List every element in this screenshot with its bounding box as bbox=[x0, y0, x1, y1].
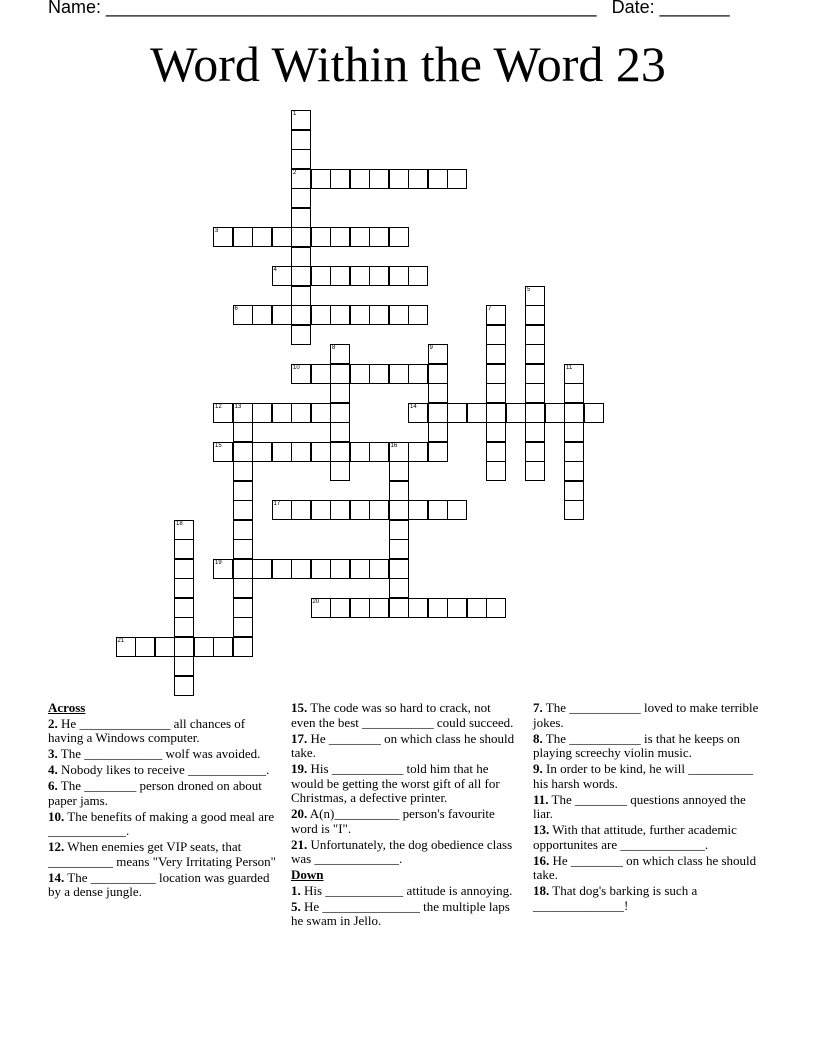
grid-cell[interactable] bbox=[408, 364, 428, 384]
grid-cell[interactable] bbox=[408, 169, 428, 189]
clue-number: 2. bbox=[48, 715, 58, 731]
cell-number: 1 bbox=[293, 111, 297, 117]
grid-cell[interactable] bbox=[389, 500, 409, 520]
grid-cell[interactable] bbox=[213, 227, 233, 247]
grid-cell[interactable] bbox=[389, 305, 409, 325]
clue-item bbox=[48, 840, 276, 869]
name-blank[interactable]: _________________________________________________ bbox=[106, 0, 597, 17]
clue-number: 20. bbox=[291, 806, 308, 821]
grid-cell[interactable] bbox=[350, 559, 370, 579]
grid-cell[interactable] bbox=[564, 422, 584, 442]
grid-cell[interactable] bbox=[291, 110, 311, 130]
grid-cell[interactable] bbox=[272, 500, 292, 520]
grid-cell[interactable] bbox=[174, 676, 194, 696]
grid-cell[interactable] bbox=[233, 500, 253, 520]
grid-cell[interactable] bbox=[350, 266, 370, 286]
grid-cell[interactable] bbox=[330, 266, 350, 286]
grid-cell[interactable] bbox=[428, 344, 448, 364]
cell-number: 4 bbox=[273, 267, 277, 273]
grid-cell[interactable] bbox=[233, 598, 253, 618]
grid-cell[interactable] bbox=[311, 169, 331, 189]
grid-cell[interactable] bbox=[291, 227, 311, 247]
clue-number: 9. bbox=[533, 761, 543, 776]
clue-number: 17. bbox=[291, 730, 308, 746]
grid-cell[interactable] bbox=[408, 442, 428, 462]
grid-cell[interactable] bbox=[564, 481, 584, 501]
grid-cell[interactable] bbox=[408, 266, 428, 286]
grid-cell[interactable] bbox=[408, 598, 428, 618]
cell-number: 14 bbox=[410, 403, 417, 410]
clue-item bbox=[533, 762, 761, 791]
grid-cell[interactable] bbox=[369, 442, 389, 462]
grid-cell[interactable] bbox=[330, 403, 350, 423]
grid-cell[interactable] bbox=[408, 500, 428, 520]
clue-item bbox=[48, 763, 276, 778]
clue-number: 15. bbox=[291, 700, 308, 715]
clue-number: 18. bbox=[533, 883, 550, 898]
grid-cell[interactable] bbox=[350, 598, 370, 618]
grid-cell[interactable] bbox=[408, 305, 428, 325]
clue-number: 3. bbox=[48, 746, 58, 761]
grid-cell[interactable] bbox=[233, 559, 253, 579]
grid-cell[interactable] bbox=[272, 305, 292, 325]
grid-cell[interactable] bbox=[486, 461, 506, 481]
cell-number: 8 bbox=[332, 345, 336, 351]
grid-cell[interactable] bbox=[369, 364, 389, 384]
grid-cell[interactable] bbox=[369, 305, 389, 325]
grid-cell[interactable] bbox=[272, 266, 292, 286]
grid-cell[interactable] bbox=[233, 422, 253, 442]
clue-item bbox=[48, 747, 276, 762]
cell-number: 2 bbox=[293, 169, 297, 176]
clue-text: His ___________ told him that he would be getting the worst gift of all for Christmas, a defective printer. bbox=[291, 761, 500, 805]
cell-number: 19 bbox=[215, 559, 222, 566]
grid-cell[interactable] bbox=[174, 598, 194, 618]
grid-cell[interactable] bbox=[272, 442, 292, 462]
grid-cell[interactable] bbox=[233, 227, 253, 247]
clue-list-col3 bbox=[533, 701, 761, 913]
date-label: Date: bbox=[596, 0, 660, 17]
clue-text: He ________ on which class he should take. bbox=[533, 852, 757, 882]
grid-cell[interactable] bbox=[389, 520, 409, 540]
clue-number: 5. bbox=[291, 898, 301, 914]
grid-cell[interactable] bbox=[369, 598, 389, 618]
clue-item bbox=[48, 717, 276, 746]
grid-cell[interactable] bbox=[291, 208, 311, 228]
clue-text: The ________ person droned on about paper jams. bbox=[48, 778, 262, 808]
grid-cell[interactable] bbox=[525, 325, 545, 345]
clue-number: 1. bbox=[291, 882, 301, 898]
grid-cell[interactable] bbox=[311, 266, 331, 286]
grid-cell[interactable] bbox=[389, 461, 409, 481]
grid-cell[interactable] bbox=[506, 403, 526, 423]
grid-cell[interactable] bbox=[155, 637, 175, 657]
clue-item bbox=[48, 871, 276, 900]
grid-cell[interactable] bbox=[467, 403, 487, 423]
clue-number: 21. bbox=[291, 836, 308, 852]
grid-cell[interactable] bbox=[486, 383, 506, 403]
clue-number: 14. bbox=[48, 869, 65, 885]
grid-cell[interactable] bbox=[564, 461, 584, 481]
grid-cell[interactable] bbox=[389, 481, 409, 501]
grid-cell[interactable] bbox=[291, 442, 311, 462]
grid-cell[interactable] bbox=[330, 305, 350, 325]
grid-cell[interactable] bbox=[428, 364, 448, 384]
clue-item bbox=[533, 823, 761, 852]
clue-number: 12. bbox=[48, 839, 65, 854]
grid-cell[interactable] bbox=[330, 559, 350, 579]
clue-item bbox=[291, 701, 517, 730]
clue-number: 10. bbox=[48, 808, 65, 824]
grid-cell[interactable] bbox=[233, 403, 253, 423]
grid-cell[interactable] bbox=[330, 598, 350, 618]
grid-cell[interactable] bbox=[369, 266, 389, 286]
grid-cell[interactable] bbox=[447, 500, 467, 520]
grid-cell[interactable] bbox=[428, 383, 448, 403]
grid-cell[interactable] bbox=[330, 442, 350, 462]
clue-text: The __________ location was guarded by a dense jungle. bbox=[48, 869, 270, 899]
grid-cell[interactable] bbox=[233, 520, 253, 540]
cell-number: 11 bbox=[566, 364, 573, 371]
grid-cell[interactable] bbox=[291, 266, 311, 286]
clue-item bbox=[291, 838, 517, 867]
grid-cell[interactable] bbox=[252, 442, 272, 462]
grid-cell[interactable] bbox=[486, 305, 506, 325]
grid-cell[interactable] bbox=[350, 442, 370, 462]
clue-text: Nobody likes to receive ____________. bbox=[57, 762, 270, 777]
grid-cell[interactable] bbox=[467, 598, 487, 618]
clue-number: 8. bbox=[533, 730, 543, 746]
cell-number: 5 bbox=[527, 286, 531, 293]
clue-item bbox=[291, 732, 517, 761]
grid-cell[interactable] bbox=[369, 227, 389, 247]
grid-cell[interactable] bbox=[486, 403, 506, 423]
clue-list-col2-across bbox=[291, 701, 517, 867]
grid-cell[interactable] bbox=[428, 422, 448, 442]
grid-cell[interactable] bbox=[525, 442, 545, 462]
grid-cell[interactable] bbox=[428, 403, 448, 423]
grid-cell[interactable] bbox=[447, 169, 467, 189]
clue-text: The ___________ loved to make terrible jokes. bbox=[533, 700, 759, 730]
clue-text: The ________ questions annoyed the liar. bbox=[533, 791, 746, 821]
clue-item bbox=[291, 762, 517, 806]
grid-cell[interactable] bbox=[447, 403, 467, 423]
cell-number: 21 bbox=[117, 637, 125, 644]
cell-number: 18 bbox=[176, 520, 183, 527]
grid-cell[interactable] bbox=[525, 286, 545, 306]
grid-cell[interactable] bbox=[525, 383, 545, 403]
grid-cell[interactable] bbox=[525, 422, 545, 442]
grid-cell[interactable] bbox=[389, 169, 409, 189]
grid-cell[interactable] bbox=[291, 188, 311, 208]
grid-cell[interactable] bbox=[272, 227, 292, 247]
grid-cell[interactable] bbox=[389, 227, 409, 247]
grid-cell[interactable] bbox=[311, 442, 331, 462]
grid-cell[interactable] bbox=[564, 500, 584, 520]
clue-text: When enemies get VIP seats, that __________ means "Very Irritating Person" bbox=[48, 839, 276, 869]
grid-cell[interactable] bbox=[291, 364, 311, 384]
clue-list-col1 bbox=[48, 717, 276, 900]
cell-number: 12 bbox=[215, 403, 222, 410]
cell-number: 15 bbox=[215, 442, 222, 449]
down-heading: Down bbox=[291, 867, 324, 882]
grid-cell[interactable] bbox=[174, 539, 194, 559]
grid-cell[interactable] bbox=[447, 598, 467, 618]
clue-item bbox=[291, 807, 517, 836]
grid-cell[interactable] bbox=[233, 442, 253, 462]
grid-cell[interactable] bbox=[311, 500, 331, 520]
grid-cell[interactable] bbox=[525, 364, 545, 384]
grid-cell[interactable] bbox=[486, 325, 506, 345]
clue-item bbox=[48, 779, 276, 808]
grid-cell[interactable] bbox=[233, 637, 253, 657]
grid-cell[interactable] bbox=[428, 442, 448, 462]
grid-cell[interactable] bbox=[213, 559, 233, 579]
grid-cell[interactable] bbox=[369, 500, 389, 520]
grid-cell[interactable] bbox=[291, 130, 311, 150]
grid-cell[interactable] bbox=[311, 227, 331, 247]
cell-number: 16 bbox=[390, 442, 398, 449]
grid-cell[interactable] bbox=[291, 169, 311, 189]
clue-text: He _______________ the multiple laps he swam in Jello. bbox=[291, 898, 510, 928]
grid-cell[interactable] bbox=[408, 403, 428, 423]
clue-item bbox=[48, 810, 276, 839]
clues-column-1 bbox=[48, 701, 276, 901]
grid-cell[interactable] bbox=[311, 598, 331, 618]
cell-number: 9 bbox=[429, 345, 433, 351]
clue-text: The ___________ is that he keeps on playing screechy violin music. bbox=[533, 730, 741, 760]
clue-item bbox=[533, 884, 761, 913]
grid-cell[interactable] bbox=[486, 598, 506, 618]
grid-cell[interactable] bbox=[291, 247, 311, 267]
grid-cell[interactable] bbox=[486, 422, 506, 442]
grid-cell[interactable] bbox=[311, 364, 331, 384]
grid-cell[interactable] bbox=[545, 403, 565, 423]
clue-text: His ____________ attitude is annoying. bbox=[300, 882, 513, 898]
clues-column-2 bbox=[291, 701, 517, 930]
grid-cell[interactable] bbox=[428, 500, 448, 520]
clues-column-3 bbox=[533, 701, 761, 915]
grid-cell[interactable] bbox=[291, 149, 311, 169]
grid-cell[interactable] bbox=[389, 578, 409, 598]
clue-text: The benefits of making a good meal are ____________. bbox=[48, 808, 275, 838]
grid-cell[interactable] bbox=[486, 442, 506, 462]
grid-cell[interactable] bbox=[369, 559, 389, 579]
grid-cell[interactable] bbox=[525, 344, 545, 364]
grid-cell[interactable] bbox=[428, 598, 448, 618]
grid-cell[interactable] bbox=[174, 617, 194, 637]
grid-cell[interactable] bbox=[233, 305, 253, 325]
cell-number: 6 bbox=[234, 306, 238, 312]
grid-cell[interactable] bbox=[486, 344, 506, 364]
grid-cell[interactable] bbox=[135, 637, 155, 657]
grid-cell[interactable] bbox=[330, 422, 350, 442]
grid-cell[interactable] bbox=[330, 344, 350, 364]
grid-cell[interactable] bbox=[389, 442, 409, 462]
grid-cell[interactable] bbox=[291, 500, 311, 520]
grid-cell[interactable] bbox=[291, 325, 311, 345]
clue-number: 11. bbox=[533, 791, 549, 807]
clue-item bbox=[533, 732, 761, 761]
clue-text: He ________ on which class he should take. bbox=[291, 730, 515, 760]
grid-cell[interactable] bbox=[428, 169, 448, 189]
grid-cell[interactable] bbox=[174, 559, 194, 579]
cell-number: 7 bbox=[488, 306, 492, 312]
grid-cell[interactable] bbox=[369, 169, 389, 189]
clue-number: 4. bbox=[48, 762, 58, 777]
header-line bbox=[48, 0, 748, 18]
grid-cell[interactable] bbox=[330, 461, 350, 481]
clue-text: He ______________ all chances of having a Windows computer. bbox=[48, 715, 246, 745]
grid-cell[interactable] bbox=[330, 383, 350, 403]
grid-cell[interactable] bbox=[564, 383, 584, 403]
grid-cell[interactable] bbox=[291, 286, 311, 306]
grid-cell[interactable] bbox=[350, 169, 370, 189]
clue-number: 6. bbox=[48, 778, 58, 793]
grid-cell[interactable] bbox=[252, 403, 272, 423]
clue-item bbox=[291, 900, 517, 929]
clue-text: The code was so hard to crack, not even the best ___________ could succeed. bbox=[291, 700, 514, 730]
cell-number: 17 bbox=[273, 501, 281, 507]
grid-cell[interactable] bbox=[525, 403, 545, 423]
grid-cell[interactable] bbox=[584, 403, 604, 423]
grid-cell[interactable] bbox=[564, 364, 584, 384]
grid-cell[interactable] bbox=[389, 559, 409, 579]
clue-number: 13. bbox=[533, 822, 550, 837]
grid-cell[interactable] bbox=[311, 305, 331, 325]
date-blank[interactable]: _______ bbox=[659, 0, 730, 17]
grid-cell[interactable] bbox=[174, 637, 194, 657]
grid-cell[interactable] bbox=[174, 520, 194, 540]
grid-cell[interactable] bbox=[213, 637, 233, 657]
grid-cell[interactable] bbox=[525, 461, 545, 481]
grid-cell[interactable] bbox=[291, 305, 311, 325]
grid-cell[interactable] bbox=[233, 539, 253, 559]
grid-cell[interactable] bbox=[174, 656, 194, 676]
clue-text: A(n)__________ person's favourite word is "I". bbox=[291, 806, 495, 836]
grid-cell[interactable] bbox=[233, 578, 253, 598]
clue-number: 16. bbox=[533, 852, 550, 868]
across-heading: Across bbox=[48, 700, 86, 715]
grid-cell[interactable] bbox=[564, 403, 584, 423]
grid-cell[interactable] bbox=[213, 442, 233, 462]
grid-cell[interactable] bbox=[330, 227, 350, 247]
grid-cell[interactable] bbox=[233, 481, 253, 501]
cell-number: 3 bbox=[215, 228, 219, 234]
grid-cell[interactable] bbox=[291, 403, 311, 423]
grid-cell[interactable] bbox=[272, 559, 292, 579]
clue-text: That dog's barking is such a ______________! bbox=[533, 883, 698, 913]
clue-item bbox=[533, 793, 761, 822]
cell-number: 20 bbox=[312, 598, 320, 605]
grid-cell[interactable] bbox=[252, 305, 272, 325]
grid-cell[interactable] bbox=[252, 227, 272, 247]
clue-item bbox=[533, 701, 761, 730]
cell-number: 13 bbox=[234, 403, 242, 410]
grid-cell[interactable] bbox=[389, 598, 409, 618]
grid-cell[interactable] bbox=[233, 617, 253, 637]
grid-cell[interactable] bbox=[350, 227, 370, 247]
clue-number: 7. bbox=[533, 700, 543, 715]
clue-text: The ____________ wolf was avoided. bbox=[57, 746, 261, 761]
grid-cell[interactable] bbox=[311, 559, 331, 579]
grid-cell[interactable] bbox=[233, 461, 253, 481]
clue-list-col2-down bbox=[291, 884, 517, 929]
grid-cell[interactable] bbox=[389, 539, 409, 559]
grid-cell[interactable] bbox=[213, 403, 233, 423]
clue-item bbox=[291, 884, 517, 899]
grid-cell[interactable] bbox=[194, 637, 214, 657]
grid-cell[interactable] bbox=[486, 364, 506, 384]
clue-text: With that attitude, further academic opportunites are _____________. bbox=[533, 822, 737, 852]
name-label: Name: bbox=[48, 0, 107, 17]
cell-number: 10 bbox=[293, 364, 300, 371]
grid-cell[interactable] bbox=[272, 403, 292, 423]
clue-number: 19. bbox=[291, 761, 308, 776]
grid-cell[interactable] bbox=[330, 500, 350, 520]
grid-cell[interactable] bbox=[350, 364, 370, 384]
clue-text: In order to be kind, he will __________ his harsh words. bbox=[533, 761, 754, 791]
grid-cell[interactable] bbox=[116, 637, 136, 657]
grid-cell[interactable] bbox=[525, 305, 545, 325]
clue-item bbox=[533, 854, 761, 883]
grid-cell[interactable] bbox=[252, 559, 272, 579]
grid-cell[interactable] bbox=[330, 364, 350, 384]
grid-cell[interactable] bbox=[291, 559, 311, 579]
grid-cell[interactable] bbox=[330, 169, 350, 189]
page-title: Word Within the Word 23 bbox=[150, 36, 666, 92]
clue-text: Unfortunately, the dog obedience class was _____________. bbox=[291, 836, 513, 866]
grid-cell[interactable] bbox=[350, 305, 370, 325]
grid-cell[interactable] bbox=[389, 364, 409, 384]
grid-cell[interactable] bbox=[311, 403, 331, 423]
grid-cell[interactable] bbox=[389, 266, 409, 286]
grid-cell[interactable] bbox=[174, 578, 194, 598]
grid-cell[interactable] bbox=[564, 442, 584, 462]
grid-cell[interactable] bbox=[350, 500, 370, 520]
